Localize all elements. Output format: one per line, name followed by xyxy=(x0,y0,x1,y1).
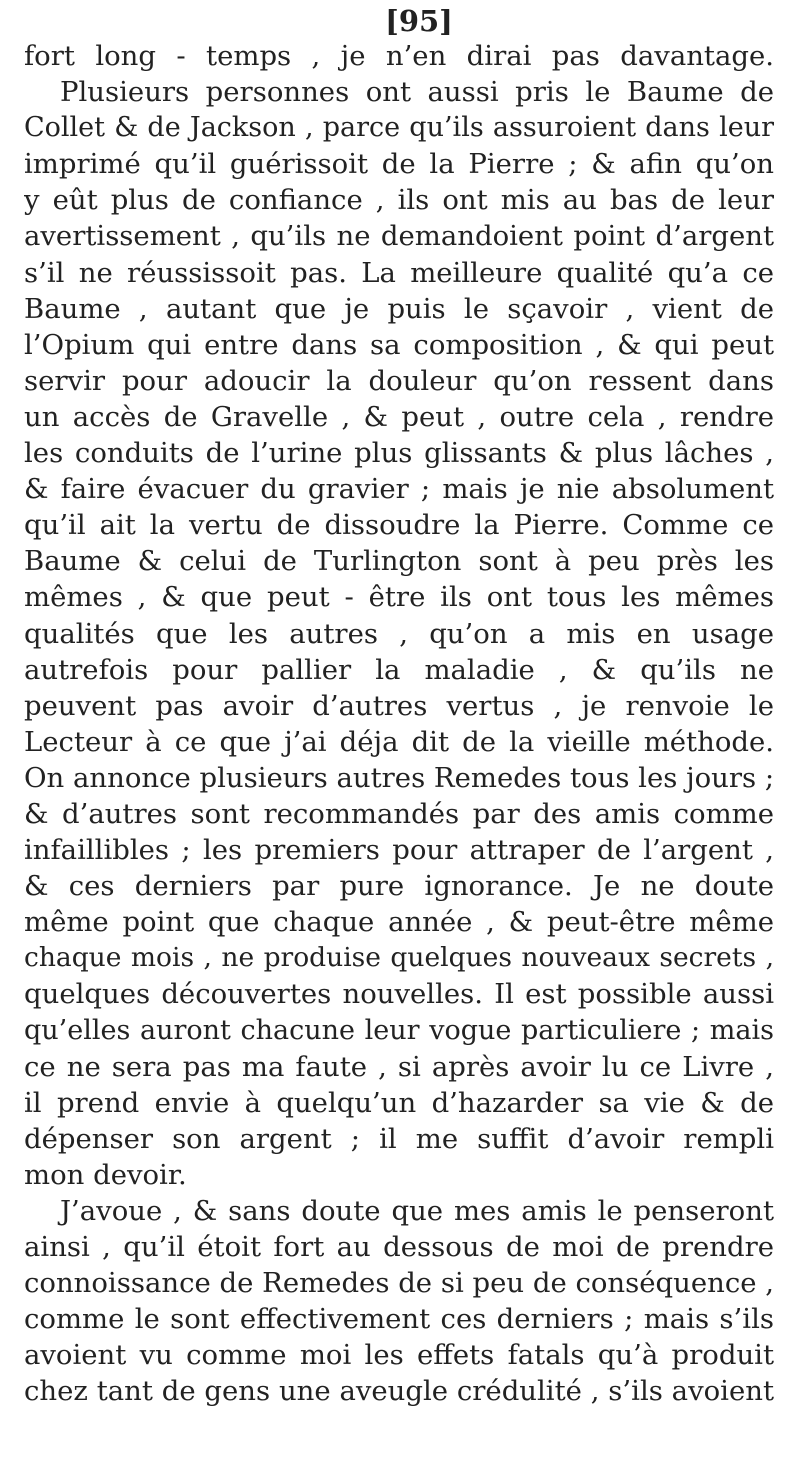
text-line: & ces derniers par pure ignorance. Je ne doute xyxy=(24,870,774,903)
text-line: On annonce plusieurs autres Remedes tous les jours ; xyxy=(24,761,774,794)
text-line: dépenser son argent ; il me suffit d’avoir rempli xyxy=(24,1122,774,1155)
text-line: avertissement , qu’ils ne demandoient point d’argent xyxy=(24,220,774,253)
text-line: quelques découvertes nouvelles. Il est possible aussi xyxy=(24,978,774,1011)
text-line: Baume & celui de Turlington sont à peu près les xyxy=(24,545,774,578)
text-line: infaillibles ; les premiers pour attraper de l’argent , xyxy=(24,834,774,867)
text-line: les conduits de l’urine plus glissants & plus lâches , xyxy=(24,437,774,470)
text-line: imprimé qu’il guérissoit de la Pierre ; & afin qu’on xyxy=(24,148,774,181)
body-text xyxy=(24,38,774,1410)
text-line: mêmes , & que peut - être ils ont tous les mêmes xyxy=(24,581,774,614)
text-line: même point que chaque année , & peut-être même xyxy=(24,906,774,939)
text-line: chaque mois , ne produise quelques nouveaux secrets , xyxy=(24,942,774,974)
text-line: mon devoir. xyxy=(24,1158,187,1191)
text-line: y eût plus de confiance , ils ont mis au bas de leur xyxy=(24,184,774,217)
text-line: Collet & de Jackson , parce qu’ils assuroient dans leur xyxy=(24,112,774,144)
text-line: qu’il ait la vertu de dissoudre la Pierre. Comme ce xyxy=(24,509,774,542)
text-line: & d’autres sont recommandés par des amis comme xyxy=(24,797,774,830)
page-number: [95] xyxy=(385,4,453,38)
text-line: connoissance de Remedes de si peu de conséquence , xyxy=(24,1267,774,1300)
text-line: fort long - temps , je n’en dirai pas davantage. xyxy=(24,40,774,72)
text-line: & faire évacuer du gravier ; mais je nie absolument xyxy=(24,473,774,506)
text-line: autrefois pour pallier la maladie , & qu’ils ne xyxy=(24,653,774,686)
text-line: J’avoue , & sans doute que mes amis le penseront xyxy=(60,1195,774,1227)
text-line: Baume , autant que je puis le sçavoir , vient de xyxy=(24,292,774,325)
text-line: qualités que les autres , qu’on a mis en usage xyxy=(24,617,774,650)
text-line: Lecteur à ce que j’ai déja dit de la vieille méthode. xyxy=(24,725,774,758)
text-line: il prend envie à quelqu’un d’hazarder sa vie & de xyxy=(24,1086,774,1119)
text-line: Plusieurs personnes ont aussi pris le Baume de xyxy=(60,76,774,109)
text-line: l’Opium qui entre dans sa composition , & qui peut xyxy=(24,328,774,361)
text-line: un accès de Gravelle , & peut , outre cela , rendre xyxy=(24,400,774,433)
text-line: servir pour adoucir la douleur qu’on ressent dans xyxy=(24,364,774,397)
text-line: chez tant de gens une aveugle crédulité , s’ils avoient xyxy=(24,1375,774,1408)
text-line: s’il ne réussissoit pas. La meilleure qualité qu’a ce xyxy=(24,256,774,289)
text-line: comme le sont effectivement ces derniers ; mais s’ils xyxy=(24,1303,774,1336)
text-line: qu’elles auront chacune leur vogue particuliere ; mais xyxy=(24,1014,774,1046)
text-line: ce ne sera pas ma faute , si après avoir lu ce Livre , xyxy=(24,1050,774,1083)
text-line: peuvent pas avoir d’autres vertus , je renvoie le xyxy=(24,689,774,722)
text-line: ainsi , qu’il étoit fort au dessous de moi de prendre xyxy=(24,1231,774,1264)
text-line: avoient vu comme moi les effets fatals qu’à produit xyxy=(24,1339,774,1372)
